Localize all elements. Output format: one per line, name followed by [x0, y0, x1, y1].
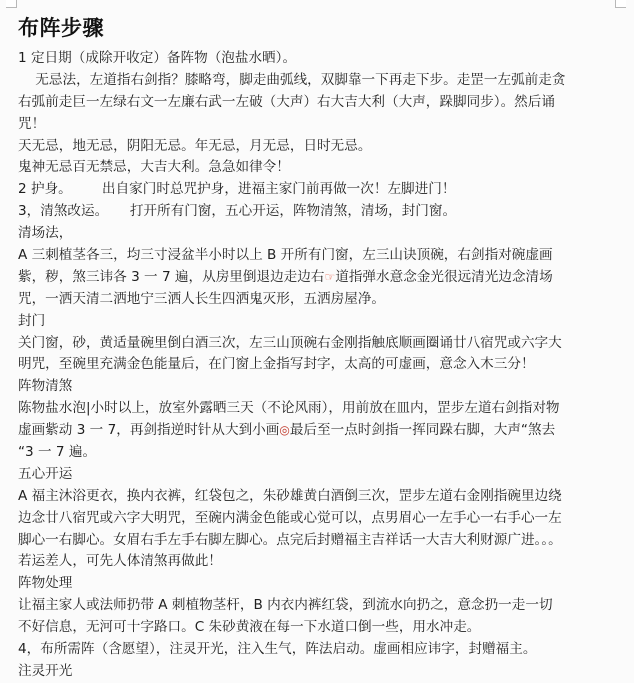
text-segment: 道指弹水意念金光很远清光边念清场: [335, 268, 553, 285]
text-line: 鬼神无忌百无禁忌，大吉大利。急急如律令！: [18, 159, 290, 176]
text-line: 阵物清煞: [18, 378, 73, 395]
text-line: 不好信息，无河可十字路口。C 朱砂黄液在每一下水道口倒一些，用水冲走。: [18, 619, 481, 636]
page-title: 布阵步骤: [18, 16, 104, 40]
text-line: 3，清煞改运。 打开所有门窗，五心开运，阵物清煞，清场，封门窗。: [18, 203, 457, 220]
text-line: A 三刺植茎各三，均三寸浸盆半小时以上 B 开所有门窗，左三山诀顶碗，右剑指对碗虚画: [18, 247, 553, 264]
text-line: 封门: [18, 312, 46, 329]
document-body: [18, 48, 622, 683]
target-icon: ◎: [279, 423, 290, 438]
text-line: “3 一 7 遍。: [18, 444, 97, 461]
text-line: 咒！: [18, 115, 46, 132]
text-line: 陈物盐水泡|小时以上，放室外露晒三天（不论风雨），用前放在皿内，罡步左道右剑指对物: [18, 400, 560, 417]
text-line: 4，布所需阵（含愿望），注灵开光，注入生气，阵法启动。虚画相应讳字，封赠福主。: [18, 641, 537, 658]
text-line-with-emoji: [18, 267, 622, 289]
text-line: 注灵开光: [18, 662, 73, 679]
text-line: 右弧前走巨一左绿右文一左廉右武一左破（大声）右大吉大利（大声，跺脚同步）。然后诵: [18, 93, 555, 110]
text-line: 天无忌，地无忌，阴阳无忌。年无忌，月无忌，日时无忌。: [18, 137, 372, 154]
text-line: 1 定日期（成除开收定）备阵物（泡盐水晒）。: [18, 50, 297, 66]
text-line: 阵物处理: [18, 575, 73, 592]
text-line: 让福主家人或法师扔带 A 刺植物茎杆，B 内衣内裤红袋，到流水向扔之，意念扔一走一切: [18, 597, 553, 614]
page-corner-left: [6, 0, 17, 8]
text-line: 无忌法，左道指右剑指？膝略弯，脚走曲弧线，双脚靠一下再走下步。走罡一左弧前走贪: [18, 71, 566, 88]
text-line: 2 护身。 出自家门时总咒护身，进福主家门前再做一次！左脚进门！: [18, 181, 456, 198]
text-line-with-emoji: [18, 420, 622, 442]
text-line: 脚心一右脚心。女眉右手左手右脚左脚心。点完后封赠福主吉祥话一大吉大利财源广进。。。: [18, 531, 562, 548]
text-line: 清场法，: [18, 225, 73, 242]
text-line: 若运差人，可先人体清煞再做此！: [18, 553, 222, 570]
text-line: A 福主沐浴更衣，换内衣裤，红袋包之，朱砂雄黄白酒倒三次，罡步左道右金刚指碗里边绕: [18, 487, 562, 504]
page-corner-right: [615, 0, 626, 8]
text-line: 关门窗，砂，黄适量碗里倒白酒三次，左三山顶碗右金刚指触底顺画圈诵廿八宿咒或六字大: [18, 334, 562, 351]
text-segment: 最后至一点时剑指一挥同跺右脚，大声“煞去: [289, 422, 556, 439]
text-line: 边念廿八宿咒或六字大明咒，至碗内满金色能或心觉可以，点男眉心一左手心一右手心一左: [18, 509, 562, 526]
text-line: 五心开运: [18, 465, 73, 482]
text-segment: 虚画紫动 3 一 7，再剑指逆时针从大到小画: [18, 422, 280, 439]
text-line: 明咒，至碗里充满金色能量后，在门窗上金指写封字，太高的可虚画，意念入木三分！: [18, 356, 535, 373]
pointing-hand-icon: ☞: [324, 269, 336, 284]
text-line: 咒，一洒天清二洒地宁三洒人长生四洒鬼灭形，五洒房屋净。: [18, 290, 386, 307]
text-segment: 紫，秽，煞三讳各 3 一 7 遍，从房里倒退边走边右: [18, 268, 325, 285]
